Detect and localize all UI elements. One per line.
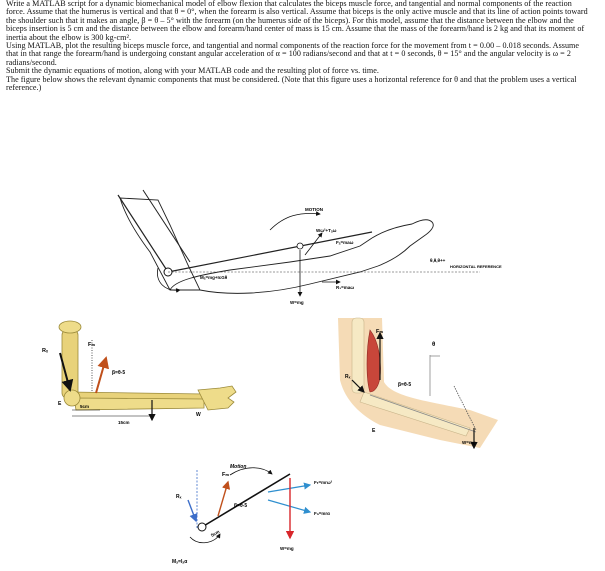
beta-label: β=θ-5 [112,370,126,376]
dist-label-bottom: 5cm [210,529,221,538]
e-label: E [58,401,62,407]
problem-paragraph-2: Using MATLAB, plot the resulting biceps muscle force, and tangential and normal components of the reaction force for the movement from t = 0.00 – 0.018 seconds. Assume that in that range the forearm/hand is undergoing constant angular acceleration of α = 100 radians/second and that at t = 0 seconds, θ = 15° and the angular velocity is ω = 2 radians/second. [6,41,580,67]
fn-label-bottom: Fₙ=mrα [314,511,330,516]
tangential-arrow-bottom [268,485,310,492]
theta-label-right: θ [432,342,436,348]
dist-5cm-label: 5cm [80,404,90,409]
rc-label: Rₓ [42,348,48,354]
normal-force-label: Fₐ=maω [336,240,354,245]
weight-label-bottom: W=mg [280,546,294,551]
dist-15cm-label: 15cm [118,420,130,425]
beta-label-right: β=θ-5 [398,382,412,388]
beta-label-bottom: β=θ-5 [234,503,248,509]
problem-paragraph-4: The figure below shows the relevant dynamic components that must be considered. (Note that this figure uses a horizontal reference for θ and that the problem uses a vertical reference.) [6,74,577,93]
moment-label: Mₐ=mg+IcGθ [200,275,228,280]
forearm-rod-bottom [202,474,290,527]
weight-label: W=mg [290,300,304,305]
w-label-right: W=mg [462,440,476,445]
e-label-right: E [372,428,376,434]
reaction-label: R₁=maω [336,285,355,290]
horizontal-reference-label: HORIZONTAL REFERENCE [450,264,502,269]
fm-label-bottom: Fₘ [222,472,230,478]
biceps-force-arrow-bottom [218,482,228,516]
ft-label-bottom: Fₜ=mrω² [314,480,333,485]
w-label: W [196,412,201,418]
reaction-arrow-bottom [188,500,196,521]
normal-arrow-bottom [268,500,310,512]
motion-label-bottom: Motion [230,464,247,470]
problem-paragraph-3: Submit the dynamic equations of motion, along with your MATLAB code and the resulting plot of force vs. time. [6,66,379,76]
motion-label: MOTION [305,207,323,212]
fm-label-right: Fₘ [376,329,384,335]
fm-label: Fₘ [88,342,96,348]
moment-label-bottom: Mₐ=Iₐα [172,559,188,565]
problem-paragraph-1: Write a MATLAB script for a dynamic biomechanical model of elbow flexion that calculates the biceps muscle force, and tangential and normal components of the reaction force. Assume that the humerus is vertical and that θ = 0°, when the forearm is also vertical. Assume that biceps is the only active muscle and that its line of action points toward the shoulder such that it makes an angle, β = θ – 5° with the forearm (on the humerus side of the biceps). For this model, assume that the distance between the elbow and the biceps insertion is 5 cm and the distance between the elbow and forearm/hand center of mass is 15 cm. Assume that the mass of the forearm/hand is 2 kg and that its moment of inertia about the elbow is 300 kg-cm². [6,0,588,42]
tangential-force-label: Wω²+Tₐω [316,228,337,233]
angle-expression: θ,θ,θ++ [430,258,446,263]
rc-label-bottom: Rₓ [176,494,182,500]
rc-label-right: Rₓ [345,374,351,380]
elbow-joint-bottom [198,523,206,531]
